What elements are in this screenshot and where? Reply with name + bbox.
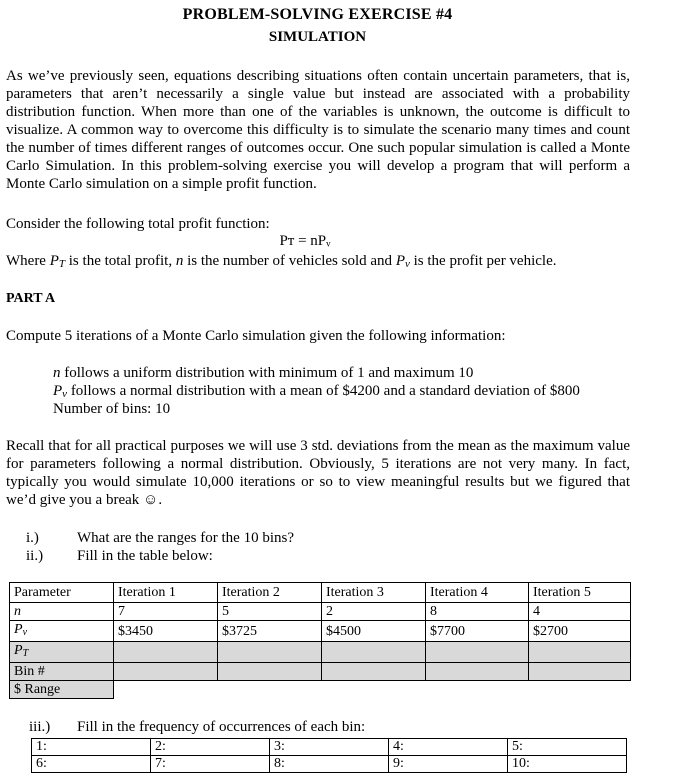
question-text: Fill in the table below:: [77, 548, 213, 564]
table-cell: $4500: [322, 621, 426, 642]
intro-paragraph: As we’ve previously seen, equations describing situations often contain uncertain parameters, that is, parameters that aren’t necessarily a single value but instead are associated with a probability distribution function. When more than one of the variables is unknown, the outcome is difficult to visualize. A common way to overcome this difficulty is to simulate the scenario many times and count the number of times different ranges of outcomes occur. One such popular simulation is called a Monte Carlo Simulation. In this problem-solving exercise you will develop a program that will perform a Monte Carlo simulation on a simple profit function.: [6, 68, 630, 192]
empty-cell: [218, 642, 322, 663]
bin-cell: 1:: [32, 739, 151, 756]
bin-cell: 10:: [508, 756, 627, 773]
frequency-table: [31, 738, 627, 773]
consider-text: Consider the following total profit function:: [6, 216, 270, 232]
table-cell: $3450: [114, 621, 218, 642]
question-number: i.): [26, 530, 39, 546]
recall-paragraph: Recall that for all practical purposes we will use 3 std. deviations from the mean as the maximum value for parameters following a normal distribution. Obviously, 5 iterations are not very many. In fact, typically you would simulate 10,000 iterations or so to view meaningful results but we figured that we’d give you a break ☺.: [6, 438, 630, 508]
table-cell: 2: [322, 603, 426, 621]
bin-cell: 6:: [32, 756, 151, 773]
question-text: What are the ranges for the 10 bins?: [77, 530, 294, 546]
table-cell: 5: [218, 603, 322, 621]
table-header-row: [10, 583, 631, 603]
bin-cell: 2:: [151, 739, 270, 756]
empty-cell: [322, 642, 426, 663]
empty-cell: [114, 642, 218, 663]
n-distribution-line: n follows a uniform distribution with minimum of 1 and maximum 10: [53, 365, 474, 381]
empty-cell: [529, 663, 631, 681]
header-cell: Iteration 5: [529, 583, 631, 603]
bin-cell: 9:: [389, 756, 508, 773]
table-row-pv: [10, 621, 631, 642]
bin-cell: 5:: [508, 739, 627, 756]
row-label-pt: PT: [10, 642, 114, 663]
table-cell: 4: [529, 603, 631, 621]
header-cell: Iteration 4: [426, 583, 529, 603]
empty-cell: [114, 681, 631, 699]
page-subtitle: SIMULATION: [268, 29, 367, 45]
table-cell: 8: [426, 603, 529, 621]
header-cell: Iteration 3: [322, 583, 426, 603]
empty-cell: [322, 663, 426, 681]
where-text: Where PT is the total profit, n is the number of vehicles sold and Pv is the profit per vehicle.: [6, 253, 557, 270]
table-row-pt: [10, 642, 631, 663]
question-text: Fill in the frequency of occurrences of each bin:: [77, 719, 366, 735]
table-row-bin: [10, 663, 631, 681]
table-cell: $3725: [218, 621, 322, 642]
header-cell: Parameter: [10, 583, 114, 603]
bin-cell: 3:: [270, 739, 389, 756]
table-row-n: [10, 603, 631, 621]
empty-cell: [426, 642, 529, 663]
question-number: iii.): [29, 719, 51, 735]
row-label-pv: Pv: [10, 621, 114, 642]
row-label-bin: Bin #: [10, 663, 114, 681]
empty-cell: [218, 663, 322, 681]
bins-line: Number of bins: 10: [53, 401, 171, 417]
pv-distribution-line: Pv follows a normal distribution with a mean of $4200 and a standard deviation of $800: [53, 383, 580, 400]
row-label-n: n: [10, 603, 114, 621]
table-cell: $7700: [426, 621, 529, 642]
empty-cell: [114, 663, 218, 681]
table-cell: $2700: [529, 621, 631, 642]
profit-formula: Pᴛ = nPᵥ: [279, 233, 331, 249]
bin-cell: 4:: [389, 739, 508, 756]
part-a-title: PART A: [6, 291, 56, 306]
table-row: [32, 739, 627, 756]
iterations-table: [9, 582, 631, 699]
page-title: PROBLEM-SOLVING EXERCISE #4: [182, 6, 453, 23]
header-cell: Iteration 2: [218, 583, 322, 603]
bin-cell: 7:: [151, 756, 270, 773]
row-label-range: $ Range: [10, 681, 114, 699]
header-cell: Iteration 1: [114, 583, 218, 603]
table-row: [32, 756, 627, 773]
empty-cell: [426, 663, 529, 681]
compute-text: Compute 5 iterations of a Monte Carlo simulation given the following information:: [6, 328, 506, 344]
table-cell: 7: [114, 603, 218, 621]
empty-cell: [529, 642, 631, 663]
table-row-range: [10, 681, 631, 699]
question-number: ii.): [26, 548, 44, 564]
bin-cell: 8:: [270, 756, 389, 773]
